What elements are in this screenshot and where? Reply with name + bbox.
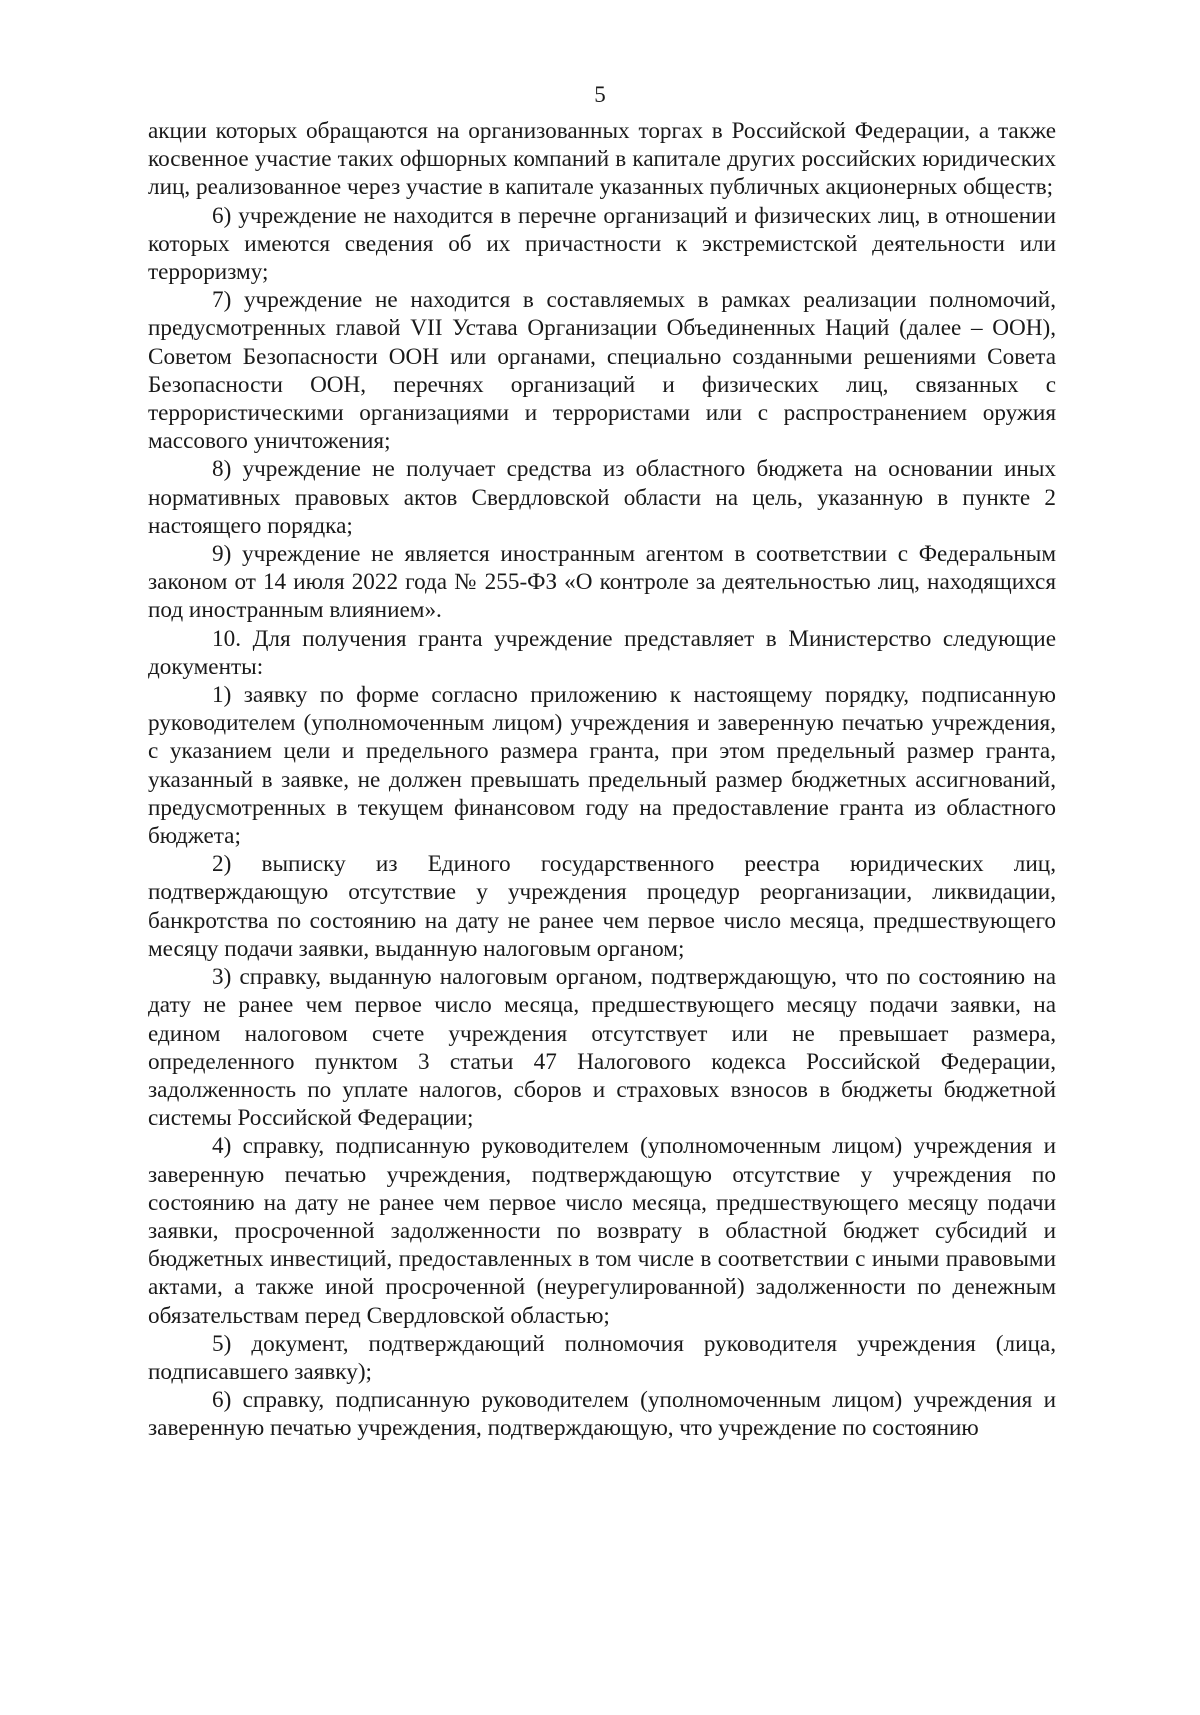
- paragraph-doc-5: 5) документ, подтверждающий полномочия руководителя учреждения (лица, подписавшего заявку);: [148, 1330, 1056, 1385]
- paragraph-doc-4: 4) справку, подписанную руководителем (уполномоченным лицом) учреждения и заверенную печатью учреждения, подтверждающую отсутствие у учреждения по состоянию на дату не ранее чем первое число месяца, предшествующего месяцу подачи заявки, просроченной задолженности по возврату в областной бюджет субсидий и бюджетных инвестиций, предоставленных в том числе в соответствии с иными правовыми актами, а также иной просроченной (неурегулированной) задолженности по денежным обязательствам перед Свердловской областью;: [148, 1133, 1056, 1329]
- paragraph-doc-3: 3) справку, выданную налоговым органом, подтверждающую, что по состоянию на дату не ранее чем первое число месяца, предшествующего месяцу подачи заявки, на едином налоговом счете учреждения отсутствует или не превышает размера, определенного пунктом 3 статьи 47 Налогового кодекса Российской Федерации, задолженность по уплате налогов, сборов и страховых взносов в бюджеты бюджетной системы Российской Федерации;: [148, 964, 1056, 1132]
- page-number: 5: [594, 82, 606, 107]
- body-text: [148, 117, 1056, 1443]
- paragraph-doc-2: 2) выписку из Единого государственного реестра юридических лиц, подтверждающую отсутствие у учреждения процедур реорганизации, ликвидации, банкротства по состоянию на дату не ранее чем первое число месяца, предшествующего месяцу подачи заявки, выданную налоговым органом;: [148, 851, 1056, 962]
- paragraph-item-6: 6) учреждение не находится в перечне организаций и физических лиц, в отношении которых имеются сведения об их причастности к экстремистской деятельности или терроризму;: [148, 202, 1056, 286]
- paragraph-item-7: 7) учреждение не находится в составляемых в рамках реализации полномочий, предусмотренных главой VII Устава Организации Объединенных Наций (далее – ООН), Советом Безопасности ООН или органами, специально созданными решениями Совета Безопасности ООН, перечнях организаций и физических лиц, связанных с террористическими организациями и террористами или с распространением оружия массового уничтожения;: [148, 287, 1056, 455]
- paragraph-item-9: 9) учреждение не является иностранным агентом в соответствии с Федеральным законом от 14 июля 2022 года № 255-ФЗ «О контроле за деятельностью лиц, находящихся под иностранным влиянием».: [148, 541, 1056, 624]
- paragraph-doc-6: 6) справку, подписанную руководителем (уполномоченным лицом) учреждения и заверенную печатью учреждения, подтверждающую, что учреждение по состоянию: [148, 1387, 1056, 1442]
- paragraph-section-10: 10. Для получения гранта учреждение представляет в Министерство следующие документы:: [148, 625, 1056, 680]
- paragraph-continuation: акции которых обращаются на организованных торгах в Российской Федерации, а также косвенное участие таких офшорных компаний в капитале других российских юридических лиц, реализованное через участие в капитале указанных публичных акционерных обществ;: [148, 118, 1056, 201]
- paragraph-item-8: 8) учреждение не получает средства из областного бюджета на основании иных нормативных правовых актов Свердловской области на цель, указанную в пункте 2 настоящего порядка;: [148, 456, 1056, 539]
- paragraph-doc-1: 1) заявку по форме согласно приложению к настоящему порядку, подписанную руководителем (уполномоченным лицом) учреждения и заверенную печатью учреждения, с указанием цели и предельного размера гранта, при этом предельный размер гранта, указанный в заявке, не должен превышать предельный размер бюджетных ассигнований, предусмотренных в текущем финансовом году на предоставление гранта из областного бюджета;: [148, 682, 1056, 850]
